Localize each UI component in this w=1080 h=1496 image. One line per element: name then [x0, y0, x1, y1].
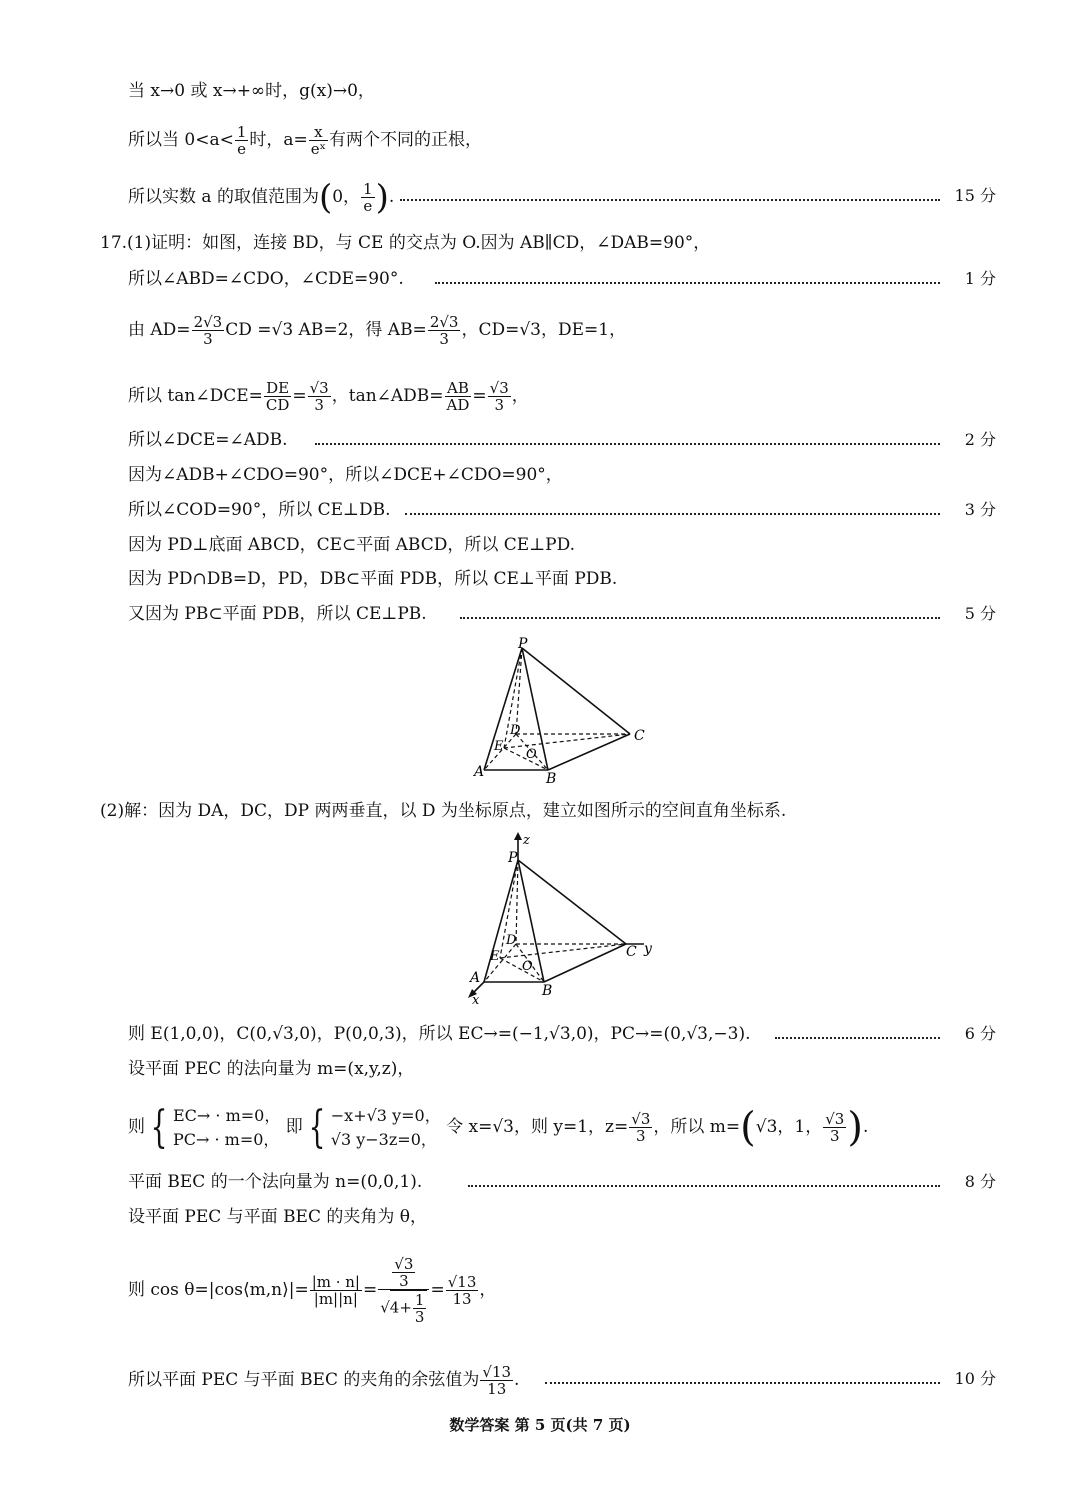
fig2-label-E: E — [490, 949, 500, 964]
fig2-label-P: P — [508, 850, 518, 866]
line-normal-vector: 设平面 PEC 的法向量为 m=(x,y,z)， — [128, 1059, 415, 1079]
line-range: 所以实数 a 的取值范围为(0， $\frac{1}{e}$ ). — [128, 177, 395, 218]
score-10: 10 分 — [954, 1369, 996, 1388]
q2-heading: (2)解：因为 DA，DC，DP 两两垂直，以 D 为坐标原点，建立如图所示的空间直角坐标系. — [100, 801, 787, 821]
score-2: 2 分 — [964, 430, 996, 449]
score-6: 6 分 — [964, 1024, 996, 1043]
fig2-label-B: B — [542, 983, 553, 999]
page-footer: 数学答案 第 5 页(共 7 页) — [449, 1416, 631, 1434]
line-cosine: 则 cos θ=|cos⟨m,n⟩|= $\frac{|m \cdot n|}{|m||n|}$ = $\frac{√3}{3}$ √4+ $\frac{1}{3}$ = $\frac{√13}{13}$ ， — [128, 1255, 497, 1326]
pyramid-figure-1 — [470, 636, 660, 786]
fig1-label-E: E — [494, 739, 504, 754]
score-3: 3 分 — [964, 500, 996, 519]
fig1-label-C: C — [634, 728, 645, 744]
fig1-label-P: P — [518, 636, 528, 652]
line-perp-db: 所以∠COD=90°，所以 CE⊥DB. — [128, 500, 391, 520]
line-perp-pb: 又因为 PB⊂平面 PDB，所以 CE⊥PB. — [128, 604, 427, 624]
fig2-label-C: C — [626, 944, 637, 960]
line-normal-n: 平面 BEC 的一个法向量为 n=(0,0,1). — [128, 1172, 423, 1192]
q17-heading: 17.(1)证明：如图，连接 BD，与 CE 的交点为 O.因为 AB∥CD，∠DAB=90°， — [100, 233, 711, 253]
line-angle-theta: 设平面 PEC 与平面 BEC 的夹角为 θ， — [128, 1207, 428, 1227]
line-system: 则 { EC→ · m=0， PC→ · m=0， 即 { −x+√3 y=0， √3 y−3z=0， 令 x=√3，则 y=1，z= $\frac{√3}{3}$ ，所以 m=(√3，1， $\frac{√3}{3}$ ). — [128, 1101, 869, 1153]
score-8: 8 分 — [964, 1172, 996, 1191]
line-tan: 所以 tan∠DCE= $\frac{DE}{CD}$ = $\frac{√3}{3}$ ，tan∠ADB= $\frac{AB}{AD}$ = $\frac{√3}{3}$ ， — [128, 379, 529, 414]
fig2-label-y: y — [644, 941, 652, 957]
pyramid-figure-2 — [460, 832, 660, 1008]
line-lengths: 由 AD= $\frac{2√3}{3}$ CD =√3 AB=2，得 AB= $\frac{2√3}{3}$ ，CD=√3，DE=1， — [128, 313, 627, 348]
line-angles: 所以∠ABD=∠CDO，∠CDE=90°. — [128, 269, 404, 289]
line-root-condition: 所以当 0<a< $\frac{1}{e}$ 时，a= $\frac{x}{\text{eˣ}}$ 有两个不同的正根， — [128, 123, 483, 158]
line-conclusion: 所以平面 PEC 与平面 BEC 的夹角的余弦值为 $\frac{√13}{13}$ . — [128, 1363, 520, 1398]
score-1: 1 分 — [964, 269, 996, 288]
fig2-label-z: z — [523, 833, 530, 848]
fig1-label-B: B — [546, 771, 557, 786]
fig1-label-D: D — [510, 723, 521, 738]
fig1-label-A: A — [474, 764, 485, 780]
fig2-label-O: O — [522, 959, 533, 974]
fig2-label-x: x — [472, 993, 480, 1008]
fig2-label-D: D — [506, 933, 517, 948]
line-perp-plane: 因为 PD∩DB=D，PD，DB⊂平面 PDB，所以 CE⊥平面 PDB. — [128, 569, 618, 589]
line-dce-adb: 所以∠DCE=∠ADB. — [128, 430, 288, 450]
line-perp-pd: 因为 PD⊥底面 ABCD，CE⊂平面 ABCD，所以 CE⊥PD. — [128, 535, 576, 555]
fig2-label-A: A — [470, 970, 481, 986]
line-sum-90: 因为∠ADB+∠CDO=90°，所以∠DCE+∠CDO=90°， — [128, 465, 563, 485]
score-15: 15 分 — [954, 186, 996, 205]
line-limit: 当 x→0 或 x→+∞时，g(x)→0， — [128, 81, 375, 101]
score-5: 5 分 — [964, 604, 996, 623]
fig1-label-O: O — [526, 747, 537, 762]
line-coordinates: 则 E(1,0,0)，C(0,√3,0)，P(0,0,3)，所以 EC→=(−1,√3,0)，PC→=(0,√3,−3). — [128, 1024, 751, 1044]
